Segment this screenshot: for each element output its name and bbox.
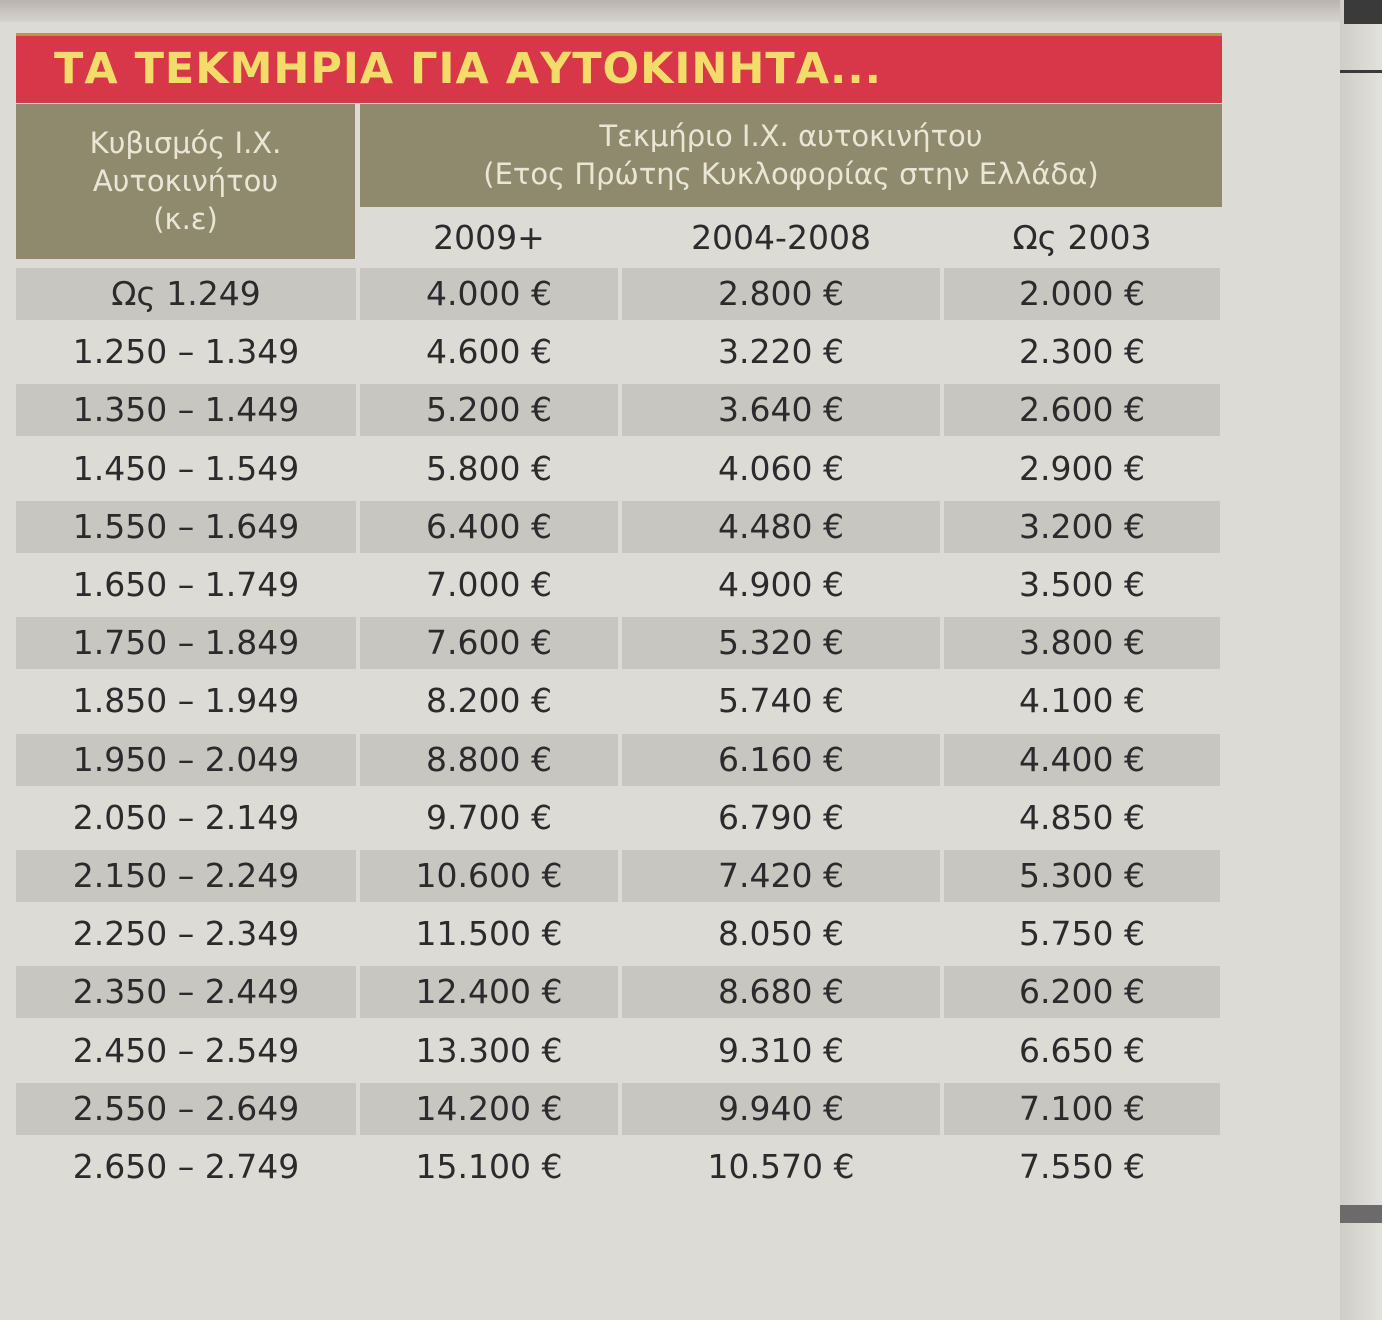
- page-top-edge: [0, 0, 1340, 22]
- value-2004-2008-cell: 4.480 €: [622, 501, 940, 553]
- value-2004-2008-cell: 3.220 €: [718, 332, 844, 371]
- header-line: (κ.ε): [153, 202, 218, 236]
- value-until-2003-cell: 6.650 €: [1019, 1031, 1145, 1070]
- value-2004-2008-cell: 6.160 €: [622, 734, 940, 786]
- table-row: [16, 1025, 1220, 1077]
- value-until-2003-cell: 2.300 €: [1019, 332, 1145, 371]
- engine-capacity-cell: 2.050 – 2.149: [72, 798, 300, 837]
- table-row: [16, 792, 1220, 844]
- header-line: (Ετος Πρώτης Κυκλοφορίας στην Ελλάδα): [483, 157, 1099, 191]
- value-2009-cell: 5.200 €: [360, 384, 618, 436]
- value-2009-cell: 10.600 €: [360, 850, 618, 902]
- table-row: [16, 384, 1220, 436]
- value-until-2003-cell: 4.400 €: [944, 734, 1220, 786]
- value-2004-2008-cell: 4.060 €: [718, 449, 844, 488]
- engine-capacity-cell: Ως 1.249: [16, 268, 356, 320]
- value-until-2003-cell: 4.850 €: [1019, 798, 1145, 837]
- engine-capacity-cell: 2.650 – 2.749: [72, 1147, 300, 1186]
- value-2009-cell: 15.100 €: [415, 1147, 563, 1186]
- engine-capacity-cell: 1.850 – 1.949: [72, 681, 300, 720]
- engine-capacity-header: [16, 104, 355, 259]
- value-2004-2008-cell: 3.640 €: [622, 384, 940, 436]
- page-right-edge: [1340, 0, 1382, 1320]
- value-until-2003-cell: 7.100 €: [944, 1083, 1220, 1135]
- value-2004-2008-cell: 5.320 €: [622, 617, 940, 669]
- value-2004-2008-cell: 10.570 €: [707, 1147, 855, 1186]
- engine-capacity-cell: 2.450 – 2.549: [72, 1031, 300, 1070]
- column-header-until-2003: Ως 2003: [1012, 218, 1152, 257]
- presumption-header: [360, 104, 1222, 207]
- value-until-2003-cell: 7.550 €: [1019, 1147, 1145, 1186]
- engine-capacity-cell: 2.550 – 2.649: [16, 1083, 356, 1135]
- table-row: [16, 966, 1220, 1018]
- value-2004-2008-cell: 5.740 €: [718, 681, 844, 720]
- value-2009-cell: 5.800 €: [426, 449, 552, 488]
- value-2009-cell: 8.800 €: [360, 734, 618, 786]
- value-until-2003-cell: 3.500 €: [1019, 565, 1145, 604]
- engine-capacity-cell: 1.350 – 1.449: [16, 384, 356, 436]
- edge-mark: [1340, 1205, 1382, 1223]
- value-until-2003-cell: 3.800 €: [944, 617, 1220, 669]
- header-line: Κυβισμός Ι.Χ.: [89, 126, 282, 160]
- table-row: [16, 675, 1220, 727]
- value-2009-cell: 13.300 €: [415, 1031, 563, 1070]
- value-2004-2008-cell: 4.900 €: [718, 565, 844, 604]
- value-until-2003-cell: 6.200 €: [944, 966, 1220, 1018]
- engine-capacity-cell: 2.350 – 2.449: [16, 966, 356, 1018]
- column-header-2009: 2009+: [433, 218, 545, 257]
- table-row: [16, 1083, 1220, 1135]
- engine-capacity-cell: 1.550 – 1.649: [16, 501, 356, 553]
- page-title: ΤΑ ΤΕΚΜΗΡΙΑ ΓΙΑ ΑΥΤΟΚΙΝΗΤΑ...: [54, 44, 883, 94]
- engine-capacity-cell: 2.250 – 2.349: [72, 914, 300, 953]
- value-2009-cell: 4.600 €: [426, 332, 552, 371]
- value-2009-cell: 12.400 €: [360, 966, 618, 1018]
- table-row: [16, 443, 1220, 495]
- value-2009-cell: 8.200 €: [426, 681, 552, 720]
- value-2004-2008-cell: 8.050 €: [718, 914, 844, 953]
- value-until-2003-cell: 4.100 €: [1019, 681, 1145, 720]
- edge-mark: [1344, 0, 1382, 24]
- value-until-2003-cell: 5.750 €: [1019, 914, 1145, 953]
- value-2004-2008-cell: 7.420 €: [622, 850, 940, 902]
- value-2009-cell: 7.000 €: [426, 565, 552, 604]
- value-2004-2008-cell: 2.800 €: [622, 268, 940, 320]
- table-row: [16, 617, 1220, 669]
- edge-mark: [1340, 70, 1382, 73]
- value-2009-cell: 11.500 €: [415, 914, 563, 953]
- value-2004-2008-cell: 6.790 €: [718, 798, 844, 837]
- value-until-2003-cell: 2.900 €: [1019, 449, 1145, 488]
- value-until-2003-cell: 2.000 €: [944, 268, 1220, 320]
- table-row: [16, 850, 1220, 902]
- engine-capacity-cell: 1.750 – 1.849: [16, 617, 356, 669]
- table-row: [16, 734, 1220, 786]
- value-2004-2008-cell: 8.680 €: [622, 966, 940, 1018]
- engine-capacity-cell: 1.650 – 1.749: [72, 565, 300, 604]
- engine-capacity-cell: 1.250 – 1.349: [72, 332, 300, 371]
- table-row: [16, 559, 1220, 611]
- value-2009-cell: 14.200 €: [360, 1083, 618, 1135]
- table-row: [16, 268, 1220, 320]
- value-2004-2008-cell: 9.940 €: [622, 1083, 940, 1135]
- engine-capacity-cell: 1.950 – 2.049: [16, 734, 356, 786]
- value-2009-cell: 4.000 €: [360, 268, 618, 320]
- value-2009-cell: 9.700 €: [426, 798, 552, 837]
- header-line: Τεκμήριο Ι.Χ. αυτοκινήτου: [599, 119, 983, 153]
- column-header-2004-2008: 2004-2008: [691, 218, 871, 257]
- header-line: Αυτοκινήτου: [92, 164, 279, 198]
- value-2004-2008-cell: 9.310 €: [718, 1031, 844, 1070]
- engine-capacity-cell: 1.450 – 1.549: [72, 449, 300, 488]
- table-row: [16, 326, 1220, 378]
- table-row: [16, 501, 1220, 553]
- value-until-2003-cell: 2.600 €: [944, 384, 1220, 436]
- value-2009-cell: 7.600 €: [360, 617, 618, 669]
- value-until-2003-cell: 3.200 €: [944, 501, 1220, 553]
- value-until-2003-cell: 5.300 €: [944, 850, 1220, 902]
- title-banner: [16, 33, 1222, 103]
- value-2009-cell: 6.400 €: [360, 501, 618, 553]
- table-row: [16, 1141, 1220, 1193]
- table-row: [16, 908, 1220, 960]
- engine-capacity-cell: 2.150 – 2.249: [16, 850, 356, 902]
